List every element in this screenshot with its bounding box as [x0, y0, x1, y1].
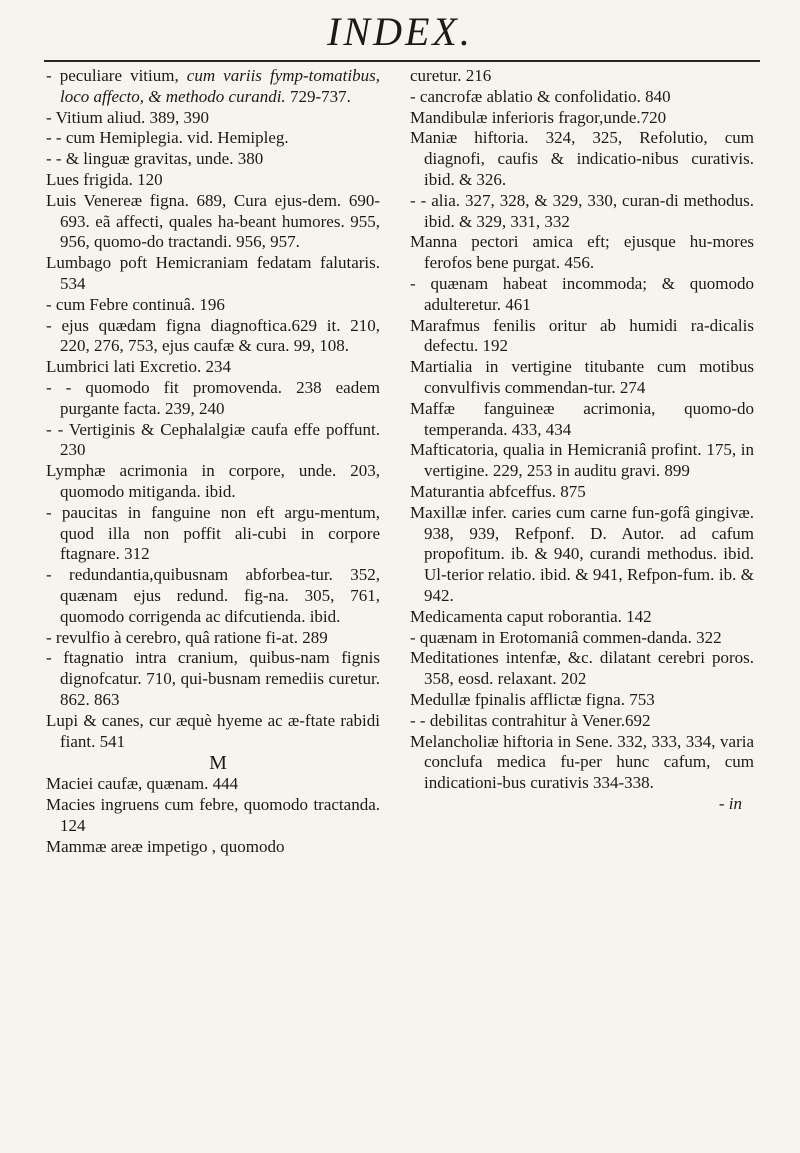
entry-text: Lumbrici lati Excretio. 234: [46, 357, 232, 377]
index-entry: [410, 87, 754, 108]
entry-text: Luis Venereæ figna. 689, Cura ejus-dem. 690-693. eã affecti, quales ha-beant humores. 955, 956, quomo-do tractandi. 956, 957.: [46, 190, 380, 252]
entry-text: Lumbago poft Hemicraniam fedatam falutaris. 534: [46, 253, 380, 293]
index-entry: [46, 253, 380, 295]
index-entry: [46, 191, 380, 253]
entry-text: Maxillæ infer. caries cum carne fun-gofâ gingivæ. 938, 939, Refponf. D. Autor. ad cafum propofitum. ib. & 940, curandi methodus. ibid. Ul-terior relatio. ibid. & 941, Refpon-fum. ib. & 942.: [410, 502, 754, 605]
index-entry: [46, 149, 380, 170]
index-entry: [46, 128, 380, 149]
index-entry: [410, 503, 754, 607]
header-rule: [44, 60, 760, 62]
entry-text: - ejus quædam figna diagnoftica.629 it. 210, 220, 276, 753, ejus caufæ & cura. 99, 108.: [46, 315, 380, 356]
index-entry: [410, 316, 754, 358]
entry-text: - ftagnatio intra cranium, quibus-nam fignis dignofcatur. 710, qui-busnam remediis curetur. 862. 863: [46, 648, 380, 709]
index-entry: [410, 690, 754, 711]
entry-text: Maniæ hiftoria. 324, 325, Refolutio, cum diagnofi, caufis & indicatio-nibus curativis. ibid. & 326.: [410, 128, 754, 189]
entry-text: Mandibulæ inferioris fragor,unde.720: [410, 107, 667, 127]
index-entry: [410, 648, 754, 690]
index-entry: [46, 316, 380, 358]
entry-text: - Vitium aliud. 389, 390: [46, 107, 209, 127]
index-entry: [46, 66, 380, 108]
entry-page-refs: 729-737.: [285, 86, 351, 106]
index-entry: [410, 399, 754, 441]
index-entry: [46, 565, 380, 627]
entry-text: Manna pectori amica eft; ejusque hu-mores ferofos bene purgat. 456.: [410, 232, 754, 273]
entry-text: Melancholiæ hiftoria in Sene. 332, 333, 334, varia conclufa medica fu-per hunc cafum, cum indicationi-bus curativis 334-338.: [410, 731, 754, 793]
index-entry: [46, 648, 380, 710]
index-entry: [46, 295, 380, 316]
index-entry: [410, 357, 754, 399]
entry-text: - - quomodo fit promovenda. 238 eadem purgante facta. 239, 240: [46, 377, 380, 418]
entry-text: Macies ingruens cum febre, quomodo tractanda. 124: [46, 795, 380, 835]
index-entry: [410, 482, 754, 503]
index-entry: [46, 108, 380, 129]
index-entry: [410, 232, 754, 274]
index-entry: [46, 774, 380, 795]
entry-text: - paucitas in fanguine non eft argu-mentum, quod illa non poffit ali-cubi in corpore ftagnare. 312: [46, 502, 380, 564]
index-entry: [46, 461, 380, 503]
entry-text: Medicamenta caput roborantia. 142: [410, 606, 652, 626]
index-entry: [410, 66, 754, 87]
entry-text: Mafticatoria, qualia in Hemicraniâ profint. 175, in vertigine. 229, 253 in auditu gravi. 899: [410, 440, 754, 481]
entry-text: - redundantia,quibusnam abforbea-tur. 352, quænam ejus redund. fig-na. 305, 761, quomodo corrigenda ac difcutienda. ibid.: [46, 565, 380, 626]
page-title: INDEX.: [327, 9, 473, 54]
index-entry: [410, 628, 754, 649]
index-entry: [46, 837, 380, 858]
right-column: [410, 66, 754, 815]
entry-text: Medullæ fpinalis afflictæ figna. 753: [410, 689, 655, 709]
index-entry: [46, 503, 380, 565]
entry-italic-text: cum variis fymp-tomatibus, loco affecto, & methodo curandi.: [60, 66, 380, 106]
index-entry: [410, 108, 754, 129]
entry-text: Mammæ areæ impetigo , quomodo: [46, 836, 285, 856]
entry-text: - quænam in Erotomaniâ commen-danda. 322: [410, 627, 722, 647]
entry-text: - cum Febre continuâ. 196: [46, 294, 225, 314]
entry-text: Maturantia abfceffus. 875: [410, 481, 586, 501]
entry-text: - quænam habeat incommoda; & quomodo adulteretur. 461: [410, 273, 754, 314]
entry-text: - - debilitas contrahitur à Vener.692: [410, 710, 651, 730]
index-entry: [410, 191, 754, 233]
index-entry: [410, 128, 754, 190]
entry-text: Meditationes intenfæ, &c. dilatant cerebri poros. 358, eosd. relaxant. 202: [410, 648, 754, 689]
entry-text: curetur. 216: [410, 66, 492, 85]
entry-text: Lupi & canes, cur æquè hyeme ac æ-ftate rabidi fiant. 541: [46, 710, 380, 751]
left-column: [46, 66, 380, 857]
entry-text: - - alia. 327, 328, & 329, 330, curan-di methodus. ibid. & 329, 331, 332: [410, 190, 754, 231]
index-entry: [46, 711, 380, 753]
entry-text: Maffæ fanguineæ acrimonia, quomo-do temperanda. 433, 434: [410, 398, 754, 439]
index-entry: [410, 732, 754, 794]
entry-text: Lymphæ acrimonia in corpore, unde. 203, quomodo mitiganda. ibid.: [46, 461, 380, 501]
index-entry: [410, 274, 754, 316]
entry-text: Martialia in vertigine titubante cum motibus convulfivis commendan-tur. 274: [410, 357, 754, 397]
entry-text: Maciei caufæ, quænam. 444: [46, 774, 239, 794]
catchword: - in: [718, 793, 742, 813]
index-entry: [46, 378, 380, 420]
index-entry: [46, 795, 380, 837]
entry-text: Marafmus fenilis oritur ab humidi ra-dicalis defectu. 192: [410, 315, 754, 356]
entry-text: - cancrofæ ablatio & confolidatio. 840: [410, 86, 671, 106]
entry-text: - revulfio à cerebro, quâ ratione fi-at. 289: [46, 627, 328, 647]
entry-text: - - & linguæ gravitas, unde. 380: [46, 149, 264, 169]
entry-text: Lues frigida. 120: [46, 169, 163, 189]
index-entry: [46, 357, 380, 378]
index-entry: [46, 628, 380, 649]
entry-text: - - cum Hemiplegia. vid. Hemipleg.: [46, 128, 289, 148]
entry-text: - peculiare vitium,: [46, 66, 187, 85]
index-entry: [410, 711, 754, 732]
index-entry: [410, 607, 754, 628]
index-entry: [410, 440, 754, 482]
section-letter: M: [209, 752, 227, 775]
entry-text: - - Vertiginis & Cephalalgiæ caufa effe poffunt. 230: [46, 419, 380, 460]
index-entry: [46, 170, 380, 191]
index-entry: [46, 420, 380, 462]
